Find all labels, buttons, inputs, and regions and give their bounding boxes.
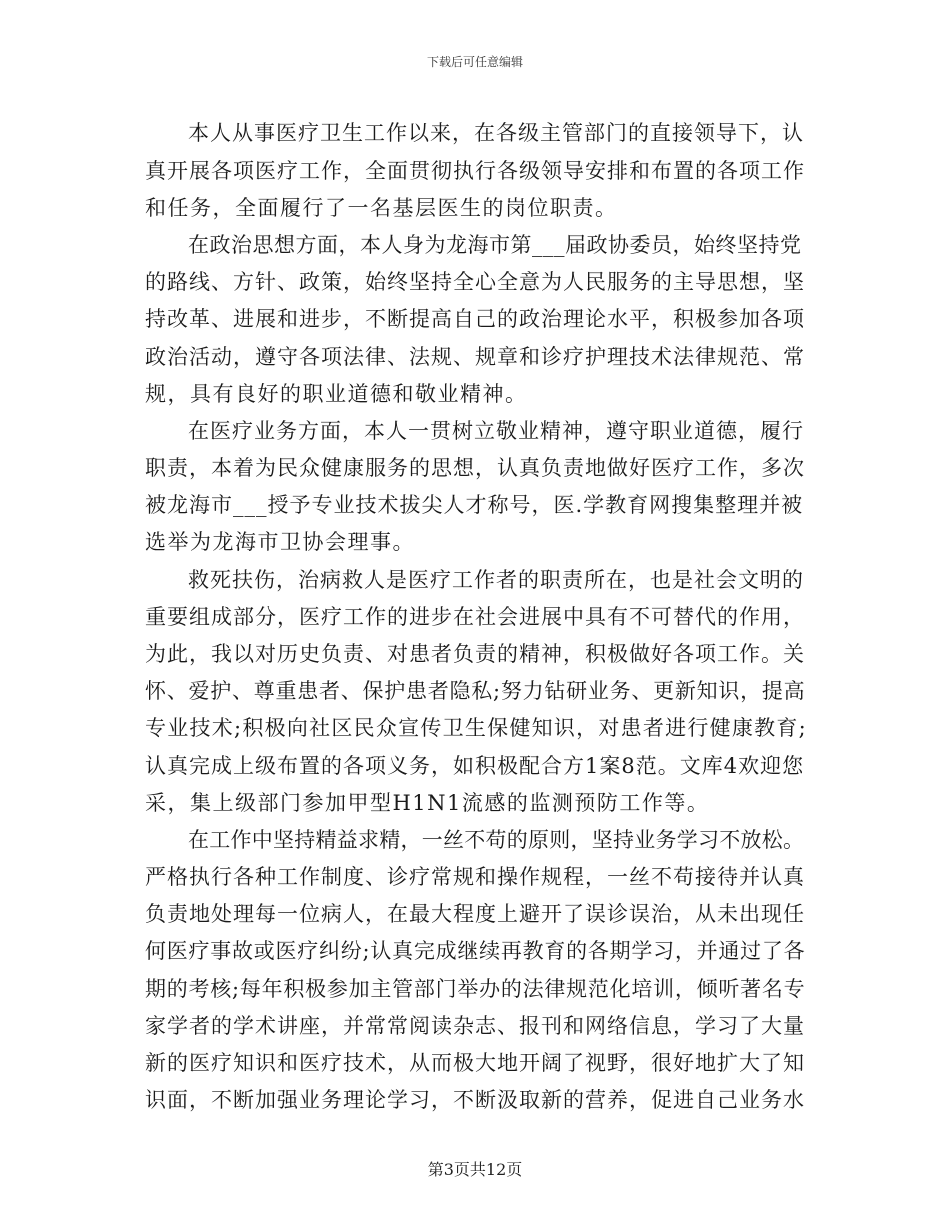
text-line: 采，集上级部门参加甲型H1N1流感的监测预防工作等。 <box>145 791 710 815</box>
text-line: 重要组成部分，医疗工作的进步在社会进展中具有不可替代的作用， <box>145 605 805 629</box>
text-line: 期的考核;每年积极参加主管部门举办的法律规范化培训，倾听著名专 <box>145 977 806 1001</box>
text-line: 为此，我以对历史负责、对患者负责的精神，积极做好各项工作。关 <box>145 642 805 666</box>
text-line: 严格执行各种工作制度、诊疗常规和操作规程，一丝不苟接待并认真 <box>145 865 805 889</box>
text-line: 专业技术;积极向社区民众宣传卫生保健知识，对患者进行健康教育; <box>145 716 807 740</box>
text-line: 在工作中坚持精益求精，一丝不苟的原则，坚持业务学习不放松。 <box>188 828 805 852</box>
text-line: 和任务，全面履行了一名基层医生的岗位职责。 <box>145 196 618 220</box>
text-line: 家学者的学术讲座，并常常阅读杂志、报刊和网络信息，学习了大量 <box>145 1014 805 1038</box>
text-line: 被龙海市___授予专业技术拔尖人才称号，医.学教育网搜集整理并被 <box>145 493 804 517</box>
text-line: 本人从事医疗卫生工作以来，在各级主管部门的直接领导下，认 <box>188 121 804 145</box>
text-line: 规，具有良好的职业道德和敬业精神。 <box>145 382 528 406</box>
text-line: 新的医疗知识和医疗技术，从而极大地开阔了视野，很好地扩大了知 <box>145 1051 805 1075</box>
page-number: 第3页共12页 <box>427 1160 523 1179</box>
text-line: 真开展各项医疗工作，全面贯彻执行各级领导安排和布置的各项工作 <box>145 159 805 183</box>
text-line: 在医疗业务方面，本人一贯树立敬业精神，遵守职业道德，履行 <box>188 419 804 443</box>
text-line: 在政治思想方面，本人身为龙海市第___届政协委员，始终坚持党 <box>188 233 802 257</box>
text-line: 何医疗事故或医疗纠纷;认真完成继续再教育的各期学习，并通过了各 <box>145 939 806 963</box>
page-header-note: 下载后可任意编辑 <box>426 55 523 69</box>
text-line: 负责地处理每一位病人，在最大程度上避开了误诊误治，从未出现任 <box>145 902 805 926</box>
text-line: 职责，本着为民众健康服务的思想，认真负责地做好医疗工作，多次 <box>145 456 805 480</box>
text-line: 持改革、进展和进步，不断提高自己的政治理论水平，积极参加各项 <box>145 307 805 331</box>
text-line: 救死扶伤，治病救人是医疗工作者的职责所在，也是社会文明的 <box>188 568 804 592</box>
text-line: 选举为龙海市卫协会理事。 <box>145 530 415 554</box>
text-line: 政治活动，遵守各项法律、法规、规章和诊疗护理技术法律规范、常 <box>145 345 805 369</box>
text-line: 识面，不断加强业务理论学习，不断汲取新的营养，促进自己业务水 <box>145 1088 805 1112</box>
text-line: 怀、爱护、尊重患者、保护患者隐私;努力钻研业务、更新知识，提高 <box>145 679 806 703</box>
text-line: 认真完成上级布置的各项义务，如积极配合方1案8范。文库4欢迎您 <box>145 754 805 778</box>
text-line: 的路线、方针、政策，始终坚持全心全意为人民服务的主导思想，坚 <box>145 270 805 294</box>
